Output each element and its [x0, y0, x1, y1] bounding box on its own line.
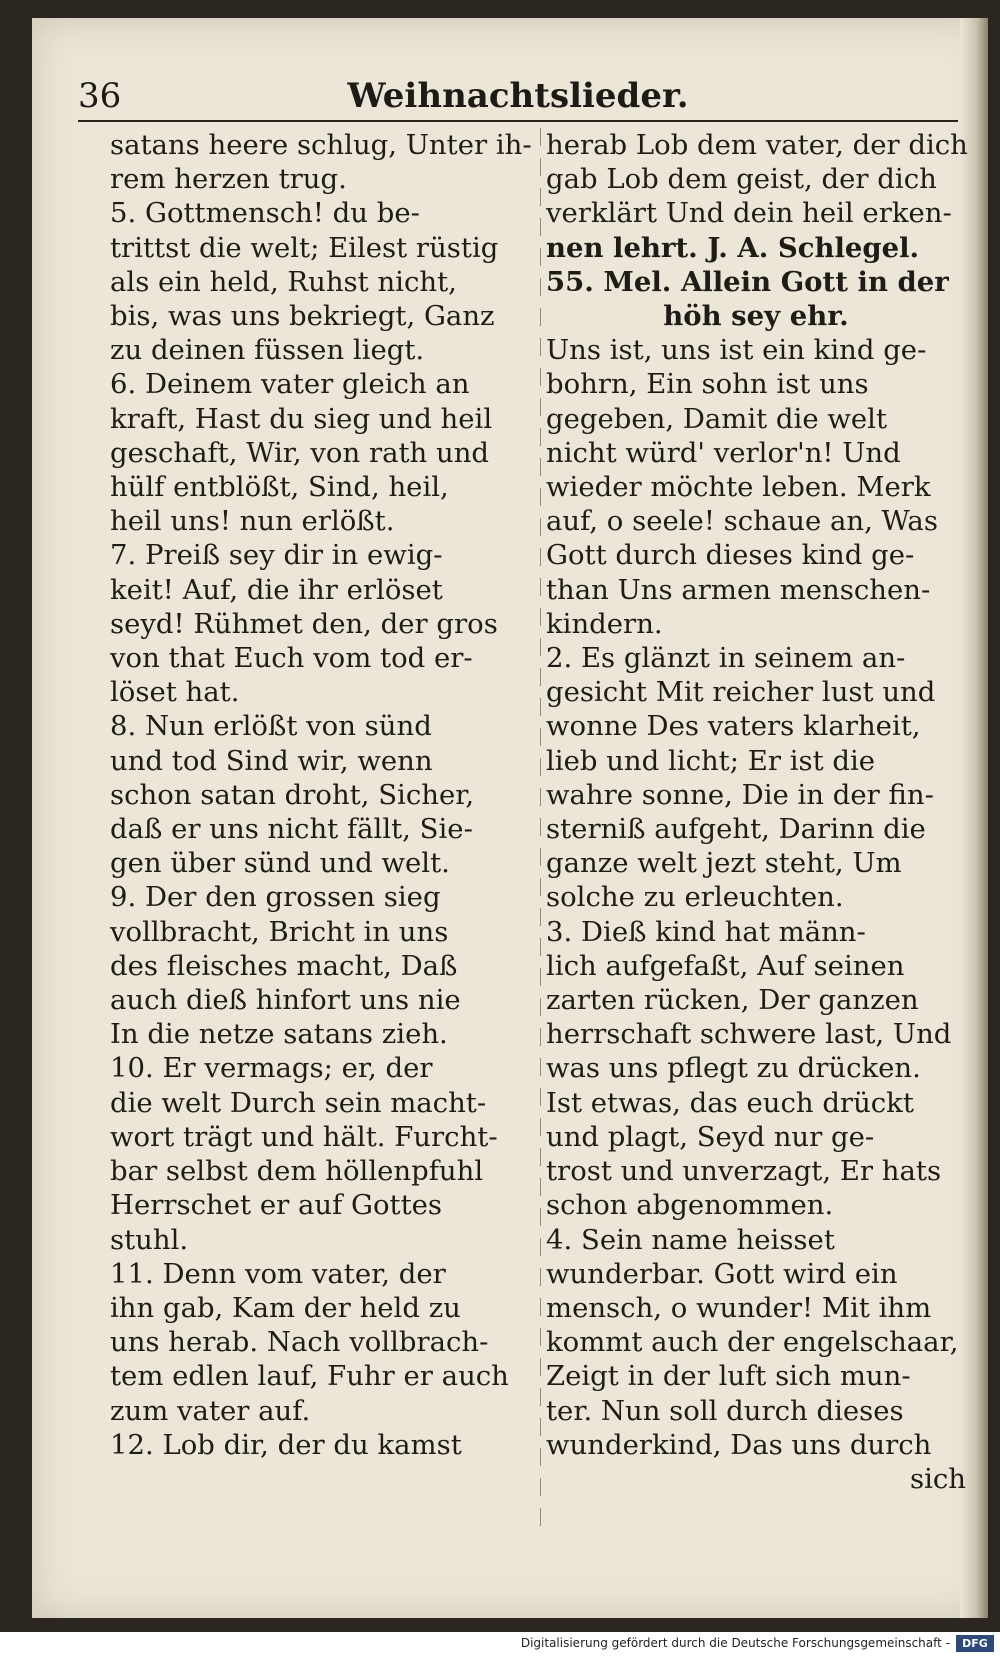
text-line: tem edlen lauf, Fuhr er auch [110, 1360, 509, 1393]
text-line: und plagt, Seyd nur ge- [546, 1120, 875, 1153]
text-line: than Uns armen menschen- [546, 573, 931, 606]
text-line: wunderbar. Gott wird ein [546, 1257, 898, 1290]
footer-credit: Digitalisierung gefördert durch die Deutsche Forschungsgemeinschaft - [520, 1636, 950, 1650]
text-line: rem herzen trug. [110, 163, 347, 196]
text-line: sich [909, 1462, 966, 1495]
running-title: Weihnachtslieder. [347, 76, 689, 116]
text-line: 7. Preiß sey dir in ewig- [110, 539, 443, 572]
text-line: wunderkind, Das uns durch [546, 1428, 932, 1461]
page-header [78, 66, 958, 122]
text-line: 12. Lob dir, der du kamst [110, 1428, 462, 1461]
text-line: lieb und licht; Er ist die [546, 744, 876, 777]
text-line: gab Lob dem geist, der dich [546, 163, 937, 196]
right-column [546, 128, 966, 1496]
text-line: In die netze satans zieh. [110, 1018, 448, 1051]
text-line: schon satan droht, Sicher, [110, 778, 475, 811]
text-line: zarten rücken, Der ganzen [546, 984, 919, 1017]
left-column [110, 128, 530, 1462]
text-line: gen über sünd und welt. [110, 847, 450, 880]
text-line: als ein held, Ruhst nicht, [110, 265, 457, 298]
text-line: daß er uns nicht fällt, Sie- [110, 813, 473, 846]
text-line: von that Euch vom tod er- [110, 642, 473, 675]
text-line: herrschaft schwere last, Und [546, 1018, 952, 1051]
text-line: Uns ist, uns ist ein kind ge- [546, 334, 927, 367]
text-line: geschaft, Wir, von rath und [110, 436, 490, 469]
dfg-logo: DFG [956, 1635, 994, 1652]
text-line: auch dieß hinfort uns nie [110, 984, 461, 1017]
text-line: Gott durch dieses kind ge- [546, 539, 915, 572]
text-line: heil uns! nun erlößt. [110, 505, 395, 538]
text-line: keit! Auf, die ihr erlöset [110, 573, 443, 606]
text-line: wonne Des vaters klarheit, [546, 710, 921, 743]
text-line: Ist etwas, das euch drückt [546, 1086, 914, 1119]
column-divider [540, 128, 541, 1538]
text-line: höh sey ehr. [663, 300, 849, 333]
text-line: verklärt Und dein heil erken- [546, 197, 952, 230]
text-line: kindern. [546, 607, 663, 640]
text-line: ganze welt jezt steht, Um [546, 847, 902, 880]
text-line: mensch, o wunder! Mit ihm [546, 1291, 932, 1324]
text-line: Zeigt in der luft sich mun- [546, 1360, 911, 1393]
text-line: herab Lob dem vater, der dich [546, 129, 968, 161]
text-line: löset hat. [110, 676, 240, 709]
text-line: zum vater auf. [110, 1394, 311, 1427]
text-line: kommt auch der engelschaar, [546, 1326, 959, 1359]
text-line: lich aufgefaßt, Auf seinen [546, 949, 905, 982]
text-line: bis, was uns bekriegt, Ganz [110, 300, 495, 333]
text-line: bar selbst dem höllenpfuhl [110, 1155, 484, 1188]
text-line: zu deinen füssen liegt. [110, 334, 425, 367]
text-line: gesicht Mit reicher lust und [546, 676, 936, 709]
text-line: und tod Sind wir, wenn [110, 744, 433, 777]
text-line: nicht würd' verlor'n! Und [546, 436, 901, 469]
text-line: wahre sonne, Die in der fin- [546, 778, 934, 811]
header-rule [78, 120, 958, 122]
text-line: ter. Nun soll durch dieses [546, 1394, 904, 1427]
text-line: auf, o seele! schaue an, Was [546, 505, 938, 538]
text-line: wieder möchte leben. Merk [546, 471, 931, 504]
text-line: sterniß aufgeht, Darinn die [546, 813, 926, 846]
text-line: Herrschet er auf Gottes [110, 1189, 443, 1222]
text-line: trost und unverzagt, Er hats [546, 1155, 942, 1188]
text-line: die welt Durch sein macht- [110, 1086, 487, 1119]
text-line: bohrn, Ein sohn ist uns [546, 368, 869, 401]
text-line: satans heere schlug, Unter ih- [110, 129, 532, 161]
text-line: ihn gab, Kam der held zu [110, 1291, 461, 1324]
footer-bar [0, 1632, 1000, 1656]
text-line: 2. Es glänzt in seinem an- [546, 642, 906, 675]
text-line: kraft, Hast du sieg und heil [110, 402, 493, 435]
text-line: 9. Der den grossen sieg [110, 881, 441, 914]
text-line: solche zu erleuchten. [546, 881, 844, 914]
text-line: uns herab. Nach vollbrach- [110, 1326, 489, 1359]
text-line: gegeben, Damit die welt [546, 402, 888, 435]
text-line: seyd! Rühmet den, der gros [110, 607, 498, 640]
text-line: 4. Sein name heisset [546, 1223, 835, 1256]
text-line: hülf entblößt, Sind, heil, [110, 471, 449, 504]
page-number: 36 [78, 76, 122, 116]
text-line: schon abgenommen. [546, 1189, 834, 1222]
text-line: 8. Nun erlößt von sünd [110, 710, 432, 743]
text-line: 5. Gottmensch! du be- [110, 197, 420, 230]
text-line: 11. Denn vom vater, der [110, 1257, 446, 1290]
text-line: 6. Deinem vater gleich an [110, 368, 470, 401]
text-line: 10. Er vermags; er, der [110, 1052, 433, 1085]
text-line: 3. Dieß kind hat männ- [546, 915, 866, 948]
text-line: des fleisches macht, Daß [110, 949, 458, 982]
text-line: was uns pflegt zu drücken. [546, 1052, 921, 1085]
text-line: wort trägt und hält. Furcht- [110, 1120, 498, 1153]
text-line: 55. Mel. Allein Gott in der [546, 265, 949, 298]
text-line: nen lehrt. J. A. Schlegel. [546, 231, 920, 264]
text-line: vollbracht, Bricht in uns [110, 915, 449, 948]
text-line: trittst die welt; Eilest rüstig [110, 231, 499, 264]
text-line: stuhl. [110, 1223, 189, 1256]
